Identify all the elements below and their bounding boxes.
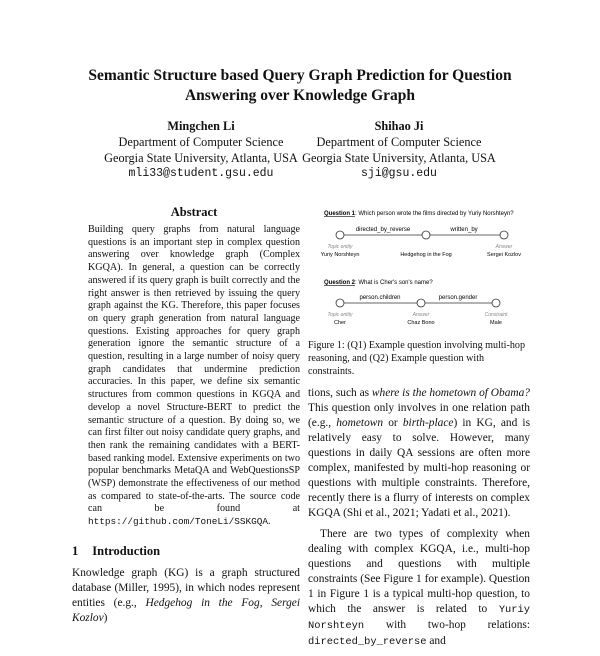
text-part: This question only involves in one relation path (e.g., bbox=[308, 402, 530, 429]
author-affiliation: Georgia State University, Atlanta, USA bbox=[302, 151, 496, 165]
intro-text-part: Knowledge graph (KG) is a graph structured database (Miller, 1995), in which nodes represent entities (e.g., bbox=[72, 567, 300, 609]
q1-topic-tag: Topic entity bbox=[327, 244, 353, 250]
author-email: sji@gsu.edu bbox=[361, 167, 437, 180]
q2-constraint-node bbox=[492, 299, 500, 307]
q1-mid-entity: Hedgehog in the Fog bbox=[400, 252, 452, 258]
q1-answer-node bbox=[500, 231, 508, 239]
text-part: with two-hop relations: bbox=[364, 619, 530, 631]
q2-heading: Question 2: What is Cher's son's name? bbox=[324, 280, 433, 286]
q2-topic-node bbox=[336, 299, 344, 307]
q2-constraint-entity: Male bbox=[490, 320, 502, 326]
section-title: Introduction bbox=[92, 544, 161, 558]
paragraph bbox=[308, 386, 530, 521]
author-email: mli33@student.gsu.edu bbox=[128, 167, 274, 180]
q1-topic-entity: Yuriy Norshteyn bbox=[320, 252, 360, 258]
text-part: tions, such as bbox=[308, 387, 372, 399]
author-name: Shihao Ji bbox=[374, 119, 424, 133]
paragraph bbox=[308, 527, 530, 650]
q2-edge-1-label: person.children bbox=[359, 295, 401, 301]
section-number: 1 bbox=[72, 544, 79, 558]
q2-answer-entity: Chaz Bono bbox=[407, 320, 435, 326]
q1-edge-2-label: written_by bbox=[450, 227, 478, 233]
italic-part: hometown bbox=[336, 417, 384, 429]
source-code-link[interactable]: https://github.com/ToneLi/SSKGQA bbox=[88, 516, 269, 528]
q2-constraint-tag: Constraint bbox=[484, 312, 508, 318]
mono-part: directed_by_reverse bbox=[308, 636, 427, 648]
q2-edge-2-label: person.gender bbox=[438, 295, 478, 301]
text-part: ) in KG, and is relatively easy to solve. However, many questions in daily QA sessions are often more complex, manifested by multi-hop reasoning or questions with multiple constraints. Therefore, recently there is a flurry of interests on complex KGQA (Shi et al., 2021; Yadati et al., 2021). bbox=[308, 417, 531, 519]
abstract-heading: Abstract bbox=[170, 205, 218, 219]
q2-topic-tag: Topic entity bbox=[327, 312, 353, 318]
author-department: Department of Computer Science bbox=[316, 135, 482, 149]
title-line-2: Answering over Knowledge Graph bbox=[184, 87, 416, 104]
right-column-text bbox=[308, 386, 530, 656]
figure-caption: Figure 1: (Q1) Example question involving multi-hop reasoning, and (Q2) Example question with constraints. bbox=[308, 340, 525, 377]
query-graph-figure bbox=[306, 203, 532, 341]
q2-answer-node bbox=[417, 299, 425, 307]
intro-italic-part: Sergei Kozlov bbox=[72, 597, 300, 624]
intro-text-part: ) bbox=[103, 612, 108, 624]
q2-answer-tag: Answer bbox=[412, 312, 430, 318]
q1-mid-node bbox=[422, 231, 430, 239]
abstract-body: Building query graphs from natural language questions is an important step in complex question answering over knowledge graph (Complex KGQA). In general, a question can be correctly answered if its query graph is built correctly and the right answer is then retrieved by issuing the query graph against the KG. Therefore, this paper focuses on query graph generation from natural language questions. Existing approaches for query graph generation ignore the semantic structure of a question, resulting in a large number of noisy query graph candidates that undermine prediction accuracies. In this paper, we define six semantic structures from common questions in KGQA and develop a novel Structure-BERT to predict the semantic structure of a question. By doing so, we can first filter out noisy candidate query graphs, and then rank the remaining candidates with a BERT-based ranking model. Extensive experiments on two popular benchmarks MetaQA and WebQuestionsSP (WSP) demonstrate the effectiveness of our method as compared to state-of-the-arts. The source code can be found at bbox=[88, 224, 300, 515]
text-part: or bbox=[383, 417, 403, 429]
q1-answer-entity: Sergei Kozlov bbox=[487, 252, 521, 258]
title-line-1: Semantic Structure based Query Graph Prediction for Question bbox=[88, 67, 512, 84]
text-part: and bbox=[426, 635, 446, 647]
author-affiliation: Georgia State University, Atlanta, USA bbox=[104, 151, 298, 165]
abstract-text bbox=[88, 224, 300, 529]
abstract-end: . bbox=[268, 516, 271, 528]
paper-title bbox=[0, 66, 600, 106]
q1-topic-node bbox=[336, 231, 344, 239]
author-department: Department of Computer Science bbox=[118, 135, 284, 149]
mono-part: Yuriy Norshteyn bbox=[308, 604, 530, 632]
author-block-2 bbox=[294, 118, 504, 182]
italic-part: birth-place bbox=[402, 417, 454, 429]
section-heading-introduction bbox=[72, 544, 312, 559]
author-name: Mingchen Li bbox=[167, 119, 235, 133]
author-block-1 bbox=[96, 118, 306, 182]
introduction-text bbox=[72, 566, 300, 626]
intro-italic-part: Hedgehog in the Fog bbox=[145, 597, 260, 609]
figure-1 bbox=[306, 203, 532, 341]
q1-heading: Question 1: Which person wrote the films directed by Yuriy Norshteyn? bbox=[324, 211, 514, 217]
intro-text-part: , bbox=[259, 597, 272, 609]
q1-answer-tag: Answer bbox=[495, 244, 513, 250]
q1-edge-1-label: directed_by_reverse bbox=[355, 227, 411, 233]
text-part: There are two types of complexity when dealing with complex KGQA, i.e., multi-hop questions and questions with multiple constraints (See Figure 1 for example). Question 1 in Figure 1 is a typical multi-hop question, to which the answer is related to bbox=[308, 528, 530, 615]
italic-part: where is the hometown of Obama? bbox=[371, 387, 531, 399]
q2-topic-entity: Cher bbox=[334, 320, 346, 326]
